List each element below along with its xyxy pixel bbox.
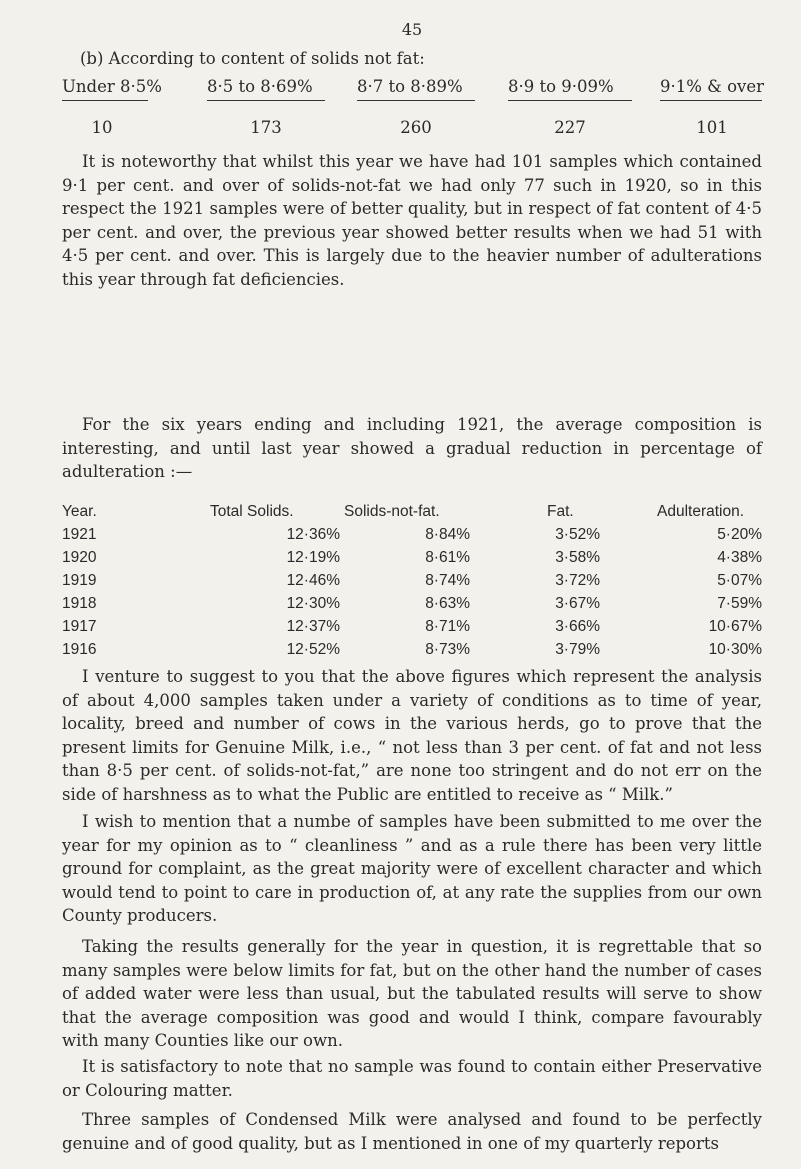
category-counts	[62, 116, 762, 142]
composition-table	[62, 500, 762, 661]
table-cell: 3·66%	[555, 618, 600, 635]
paragraph	[62, 1108, 762, 1155]
table-cell: 5·20%	[717, 526, 762, 543]
table-cell: 1917	[62, 618, 97, 635]
paragraph	[62, 150, 762, 291]
category-rule	[660, 100, 762, 101]
subheading: (b) According to content of solids not fat:	[80, 49, 425, 68]
table-cell: 8·71%	[425, 618, 470, 635]
category-count: 101	[696, 118, 728, 137]
category-rule	[508, 100, 632, 101]
table-cell: 12·46%	[286, 572, 340, 589]
paragraph	[62, 413, 762, 484]
table-row	[62, 546, 762, 569]
paragraph	[62, 935, 762, 1053]
table-header: Solids-not-fat.	[344, 503, 440, 520]
table-cell: 3·52%	[555, 526, 600, 543]
table-row	[62, 523, 762, 546]
category-count: 10	[91, 118, 113, 137]
paragraph	[62, 810, 762, 928]
category-count: 260	[400, 118, 432, 137]
paragraph-text: Three samples of Condensed Milk were analysed and found to be perfectly genuine and of good quality, but as I mentioned in one of my quarterly reports	[62, 1110, 762, 1153]
table-header: Total Solids.	[210, 503, 294, 520]
category-count: 227	[554, 118, 586, 137]
table-cell: 8·63%	[425, 595, 470, 612]
category-label: 8·9 to 9·09%	[508, 77, 614, 96]
table-cell: 10·67%	[708, 618, 762, 635]
category-rule	[62, 100, 148, 101]
category-label: 9·1% & over	[660, 77, 765, 96]
category-rule	[357, 100, 475, 101]
table-cell: 8·61%	[425, 549, 470, 566]
paragraph	[62, 665, 762, 806]
table-cell: 7·59%	[717, 595, 762, 612]
table-cell: 3·58%	[555, 549, 600, 566]
category-rule	[207, 100, 325, 101]
table-cell: 3·72%	[555, 572, 600, 589]
category-label: 8·7 to 8·89%	[357, 77, 463, 96]
table-row	[62, 638, 762, 661]
table-cell: 8·84%	[425, 526, 470, 543]
table-cell: 1918	[62, 595, 97, 612]
table-row	[62, 592, 762, 615]
page-number: 45	[401, 20, 423, 39]
table-cell: 8·74%	[425, 572, 470, 589]
paragraph-text: I venture to suggest to you that the above figures which represent the analysis of about 4,000 samples taken under a variety of conditions as to time of year, locality, breed and number of cows in the various herds, go to prove that the present limits for Genuine Milk, i.e., “ not less than 3 per cent. of fat and not less than 8·5 per cent. of solids-not-fat,” are none too stringent and do not err on the side of harshness as to what the Public are entitled to receive as “ Milk.”	[62, 667, 762, 804]
table-header-row	[62, 500, 762, 523]
table-cell: 1916	[62, 641, 97, 658]
table-cell: 4·38%	[717, 549, 762, 566]
category-label: Under 8·5%	[62, 77, 162, 96]
table-row	[62, 569, 762, 592]
table-header: Fat.	[547, 503, 574, 520]
table-header: Year.	[62, 503, 97, 520]
table-cell: 12·52%	[286, 641, 340, 658]
category-count: 173	[250, 118, 282, 137]
table-cell: 1921	[62, 526, 97, 543]
paragraph-text: Taking the results generally for the year in question, it is regrettable that so many samples were below limits for fat, but on the other hand the number of cases of added water were less than usual, but the tabulated results will serve to show that the average composition was good and would I think, compare favourably with many Counties like our own.	[62, 937, 762, 1050]
table-cell: 10·30%	[708, 641, 762, 658]
paragraph-text: It is noteworthy that whilst this year we have had 101 samples which contained 9·1 per cent. and over of solids-not-fat we had only 77 such in 1920, so in this respect the 1921 samples were of better quality, but in respect of fat content of 4·5 per cent. and over, the previous year showed better results when we had 51 with 4·5 per cent. and over. This is largely due to the heavier number of adulterations this year through fat deficiencies.	[62, 152, 762, 289]
table-cell: 12·30%	[286, 595, 340, 612]
table-cell: 5·07%	[717, 572, 762, 589]
category-label: 8·5 to 8·69%	[207, 77, 313, 96]
category-labels	[62, 75, 765, 105]
table-cell: 1919	[62, 572, 97, 589]
table-cell: 1920	[62, 549, 97, 566]
paragraph-text: I wish to mention that a numbe of samples have been submitted to me over the year for my opinion as to “ cleanliness ” and as a rule there has been very little ground for complaint, as the great majority were of excellent character and which would tend to point to care in production of, at any rate the supplies from our own County producers.	[62, 812, 762, 925]
paragraph	[62, 1055, 762, 1102]
table-cell: 12·37%	[286, 618, 340, 635]
table-cell: 3·79%	[555, 641, 600, 658]
table-header: Adulteration.	[657, 503, 745, 520]
table-cell: 12·19%	[286, 549, 340, 566]
table-cell: 3·67%	[555, 595, 600, 612]
table-cell: 12·36%	[286, 526, 340, 543]
paragraph-text: It is satisfactory to note that no sample was found to contain either Preservative or Colouring matter.	[62, 1057, 762, 1100]
table-row	[62, 615, 762, 638]
paragraph-text: For the six years ending and including 1921, the average composition is interesting, and until last year showed a gradual reduction in percentage of adulteration :—	[62, 415, 762, 481]
table-cell: 8·73%	[425, 641, 470, 658]
